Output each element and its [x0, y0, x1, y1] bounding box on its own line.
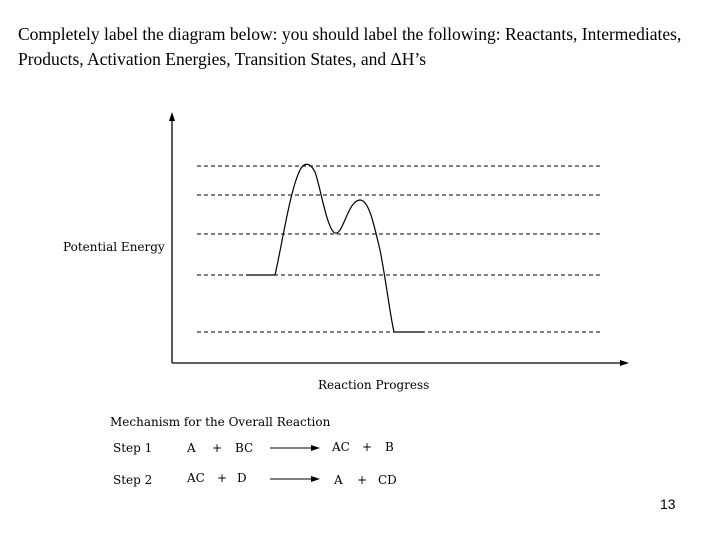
step-reactant-1: A	[187, 441, 196, 455]
step-plus-1: +	[212, 441, 223, 455]
mechanism-title: Mechanism for the Overall Reaction	[110, 415, 331, 429]
step-product-2: CD	[378, 473, 397, 487]
slide-number: 13	[660, 496, 676, 512]
step-product-2: B	[385, 440, 394, 454]
step-product-1: AC	[332, 440, 350, 454]
energy-level-lines	[197, 166, 603, 332]
reaction-curve	[246, 164, 424, 332]
step-reactant-2: BC	[235, 441, 254, 455]
reaction-arrowhead	[311, 476, 320, 482]
step-label: Step 2	[113, 473, 153, 487]
step-plus-2: +	[357, 473, 368, 487]
y-axis-arrow	[169, 112, 175, 121]
step-product-1: A	[334, 473, 343, 487]
step-label: Step 1	[113, 441, 153, 455]
mechanism-step-1	[113, 440, 394, 455]
y-axis-label: Potential Energy	[63, 240, 165, 254]
step-plus-2: +	[362, 440, 373, 454]
mechanism-step-2	[113, 471, 397, 487]
reaction-arrowhead	[311, 445, 320, 451]
instructions-text: Completely label the diagram below: you should label the following: Reactants, Intermediates, Products, Activation Energies, Transition States, and ΔH’s	[18, 24, 682, 69]
step-reactant-2: D	[237, 471, 247, 485]
step-plus-1: +	[217, 471, 228, 485]
x-axis-label: Reaction Progress	[318, 378, 430, 392]
x-axis-arrow	[620, 360, 629, 366]
step-reactant-1: AC	[187, 471, 205, 485]
